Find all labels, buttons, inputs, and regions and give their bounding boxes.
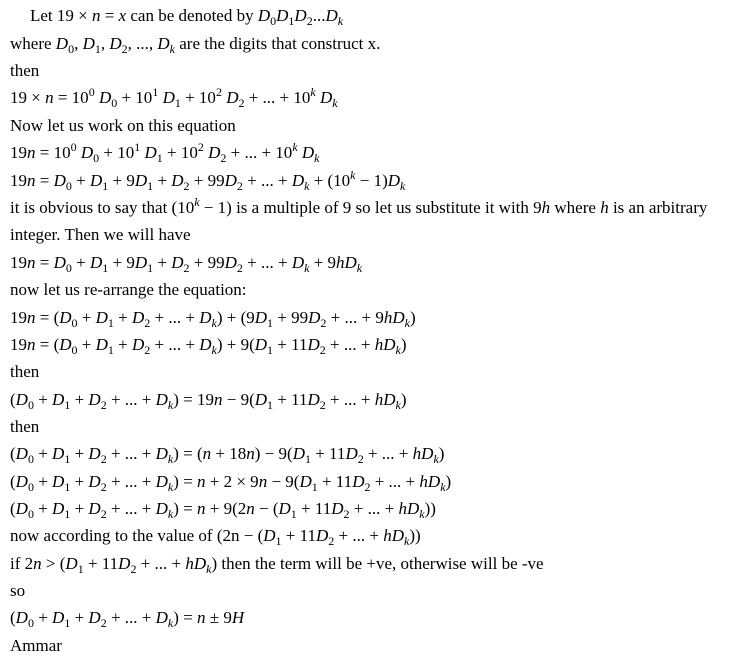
equation-line-23: ($D_0 + D_1 + D_2$ + ... + $D_k) = n \pm 9H$	[10, 608, 245, 630]
equation-line-06: $19n = 10^0$ $D_0 + 10^1$ $D_1 + 10^2$ $D_2$ + ... + $10^k$ $D_k$	[10, 140, 320, 165]
equation-line-15: ($D_0 + D_1 + D_2$ + ... + $D_k) = 19n - 9(D_1 + 11D_2$ + ... + $hD_k$)	[10, 390, 407, 412]
equation-line-13: $19n = (D_0 + D_1 + D_2$ + ... + $D_k) + 9(D_1 + 11D_2$ + ... + $hD_k$)	[10, 335, 407, 357]
equation-line-07: $19n = D_0 + D_1 + 9D_1 + D_2 + 99D_2$ + ... + $D_k + (10^k - 1)D_k$	[10, 168, 406, 193]
text-line-line-16: then	[10, 417, 40, 436]
text-line-line-22: so	[10, 581, 26, 600]
text-line-line-05: Now let us work on this equation	[10, 116, 236, 135]
text-line-line-08: it is obvious to say that (10$^k$ − 1) is a multiple of 9 so let us substitute it with 9h where h is an arbitrary	[10, 195, 708, 217]
text-line-line-09: integer. Then we will have	[10, 225, 191, 244]
text-line-line-20: now according to the value of ($2n - (D_1 + 11D_2$ + ... + $hD_k$))	[10, 526, 421, 548]
equation-line-12: $19n = (D_0 + D_1 + D_2$ + ... + $D_k) + (9D_1 + 99D_2$ + ... + $9hD_k$)	[10, 308, 416, 330]
text-line-line-21: if $2n > (D_1 + 11D_2$ + ... + $hD_k$) then the term will be +ve, otherwise will be -ve	[10, 554, 544, 576]
text-line-line-11: now let us re-arrange the equation:	[10, 280, 247, 299]
equation-line-18: ($D_0 + D_1 + D_2$ + ... + $D_k) = n + 2 \times 9n - 9(D_1 + 11D_2$ + ... + $hD_k$)	[10, 472, 452, 494]
text-line-line-01: Let 19 × n = x can be denoted by $D_0D_1D_2...D_k$	[30, 6, 344, 28]
text-line-line-14: then	[10, 362, 40, 381]
equation-line-19: ($D_0 + D_1 + D_2$ + ... + $D_k) = n + 9(2n - (D_1 + 11D_2$ + ... + $hD_k$))	[10, 499, 436, 521]
equation-line-04: $19 \times n = 10^0$ $D_0 + 10^1$ $D_1 + 10^2$ $D_2$ + ... + $10^k$ $D_k$	[10, 85, 338, 110]
equation-line-17: ($D_0 + D_1 + D_2$ + ... + $D_k) = (n + 18n) - 9(D_1 + 11D_2$ + ... + $hD_k$)	[10, 444, 445, 466]
equation-line-10: $19n = D_0 + D_1 + 9D_1 + D_2 + 99D_2$ + ... + $D_k + 9hD_k$	[10, 253, 363, 275]
text-line-line-24: Ammar	[10, 636, 62, 655]
text-line-line-03: then	[10, 61, 40, 80]
text-line-line-02: where $D_0$, $D_1$, $D_2$, ..., $D_k$ are the digits that construct x.	[10, 34, 381, 56]
